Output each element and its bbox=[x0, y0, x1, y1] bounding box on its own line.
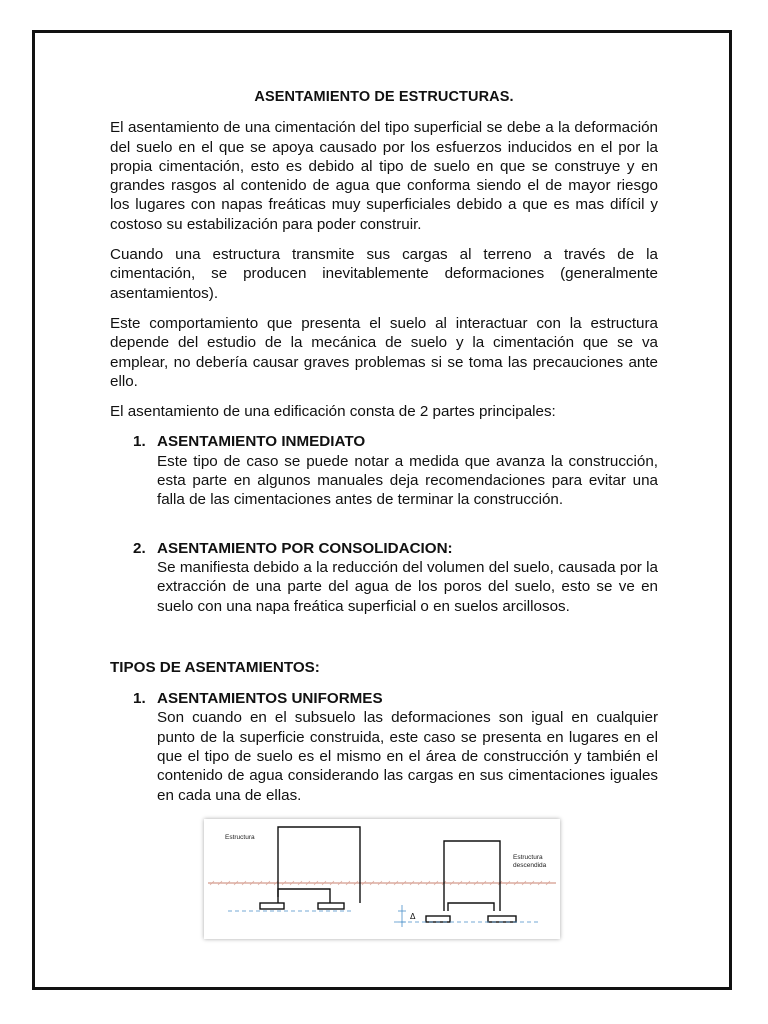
document-title: ASENTAMIENTO DE ESTRUCTURAS. bbox=[254, 89, 514, 105]
document-body bbox=[110, 88, 658, 816]
list-heading: ASENTAMIENTOS UNIFORMES bbox=[157, 690, 383, 708]
list-heading: ASENTAMIENTO POR CONSOLIDACION: bbox=[157, 539, 453, 557]
list-heading: ASENTAMIENTO INMEDIATO bbox=[157, 433, 366, 451]
paragraph: Este comportamiento que presenta el suelo al interactuar con la estructura depende del estudio de la mecánica de suelo y la cimentación que se va emplear, no debería causar graves problemas si se toma las precauciones ante ello. bbox=[110, 314, 658, 390]
settlement-figure bbox=[204, 819, 560, 939]
list-number: 2. bbox=[133, 539, 146, 557]
figure-label-right-2: descendida bbox=[513, 862, 547, 869]
figure-label-left: Estructura bbox=[225, 834, 255, 841]
list-item-uniform bbox=[110, 689, 658, 805]
delta-symbol: Δ bbox=[410, 912, 416, 921]
settlement-diagram bbox=[204, 819, 560, 939]
list-body: Este tipo de caso se puede notar a medida que avanza la construcción, esta parte en algunos manuales deja recomendaciones para evitar una falla de las cimentaciones antes de terminar la construcción. bbox=[157, 452, 658, 509]
paragraph: Cuando una estructura transmite sus cargas al terreno a través de la cimentación, se producen inevitablemente deformaciones (generalmente asentamientos). bbox=[110, 246, 658, 302]
settlement-dimension bbox=[398, 905, 406, 927]
settled-structure bbox=[426, 841, 516, 922]
paragraph: El asentamiento de una cimentación del tipo superficial se debe a la deformación del suelo en el que se apoya causado por los esfuerzos inducidos en el por la propia cimentación, esto es debido al tipo de suelo en que se construye y en grandes rasgos al contenido de agua que conforma siendo el de mayor riesgo los lugares con napas freáticas muy superficiales debido a que es mas difícil y costoso su estabilización para poder construir. bbox=[110, 119, 658, 233]
figure-label-right-1: Estructura bbox=[513, 854, 543, 861]
paragraph: El asentamiento de una edificación consta de 2 partes principales: bbox=[110, 403, 556, 421]
list-body: Se manifiesta debido a la reducción del volumen del suelo, causada por la extracción de una parte del agua de los poros del suelo, esto se ve en suelo con una napa freática superficial o en suelos arcillosos. bbox=[157, 558, 658, 615]
original-structure bbox=[260, 827, 360, 909]
list-number: 1. bbox=[133, 433, 146, 451]
list-number: 1. bbox=[133, 690, 146, 708]
list-body: Son cuando en el subsuelo las deformaciones son igual en cualquier punto de la superficie construida, este caso se presenta en lugares en el que el tipo de suelo es el mismo en el área de construcción y también el contenido de agua considerando las cargas en sus cimentaciones iguales en cada una de ellas. bbox=[157, 709, 658, 804]
list-item-consolidation bbox=[110, 539, 658, 616]
section-heading: TIPOS DE ASENTAMIENTOS: bbox=[110, 658, 320, 676]
list-item-immediate bbox=[110, 432, 658, 509]
